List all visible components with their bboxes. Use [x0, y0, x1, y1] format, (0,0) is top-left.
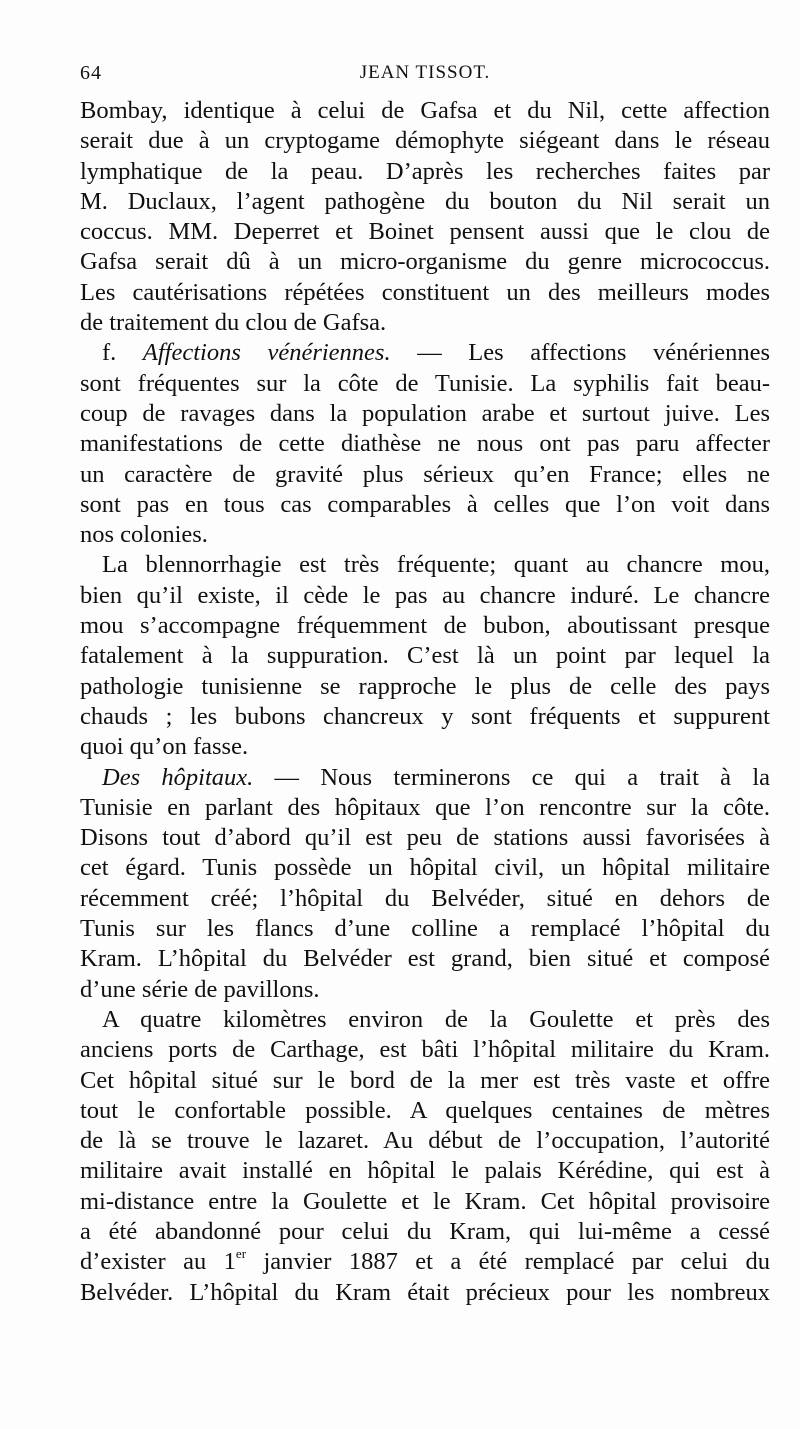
text-line	[80, 460, 770, 490]
section-heading: Des hôpitaux.	[102, 763, 254, 791]
text-line	[80, 520, 770, 550]
text-line	[80, 853, 770, 883]
text-line	[80, 247, 770, 277]
text-line	[80, 1278, 770, 1308]
text-line	[80, 278, 770, 308]
text-line	[80, 641, 770, 671]
text-line	[80, 187, 770, 217]
line-text: bien qu’il existe, il cède le pas au chancre induré. Le chancre	[80, 581, 770, 609]
text-line	[80, 126, 770, 156]
text-line	[80, 914, 770, 944]
line-text: chauds ; les bubons chancreux y sont fréquents et suppurent	[80, 702, 770, 730]
text-line	[80, 490, 770, 520]
line-text: coup de ravages dans la population arabe et surtout juive. Les	[80, 399, 770, 427]
line-text: mi-distance entre la Goulette et le Kram. Cet hôpital provisoire	[80, 1187, 770, 1215]
text-line	[80, 793, 770, 823]
line-text: d’une série de pavillons.	[80, 975, 320, 1003]
text-line	[80, 429, 770, 459]
text-line	[80, 944, 770, 974]
text-line	[80, 1156, 770, 1186]
line-text: fatalement à la suppuration. C’est là un point par lequel la	[80, 642, 770, 670]
page-header	[80, 62, 770, 90]
line-text: coccus. MM. Deperret et Boinet pensent aussi que le clou de	[80, 218, 770, 246]
text-line	[80, 1217, 770, 1247]
running-head: JEAN TISSOT.	[359, 62, 491, 83]
line-text: — Nous terminerons ce qui a trait à la	[253, 763, 770, 791]
body-text	[80, 96, 770, 1308]
text-line	[80, 217, 770, 247]
line-text: militaire avait installé en hôpital le palais Kérédine, qui est à	[80, 1157, 770, 1185]
text-line	[80, 399, 770, 429]
superscript: er	[235, 1246, 247, 1262]
line-text: Tunisie en parlant des hôpitaux que l’on rencontre sur la côte.	[80, 793, 770, 821]
text-line	[80, 1035, 770, 1065]
text-line	[80, 581, 770, 611]
line-text: Gafsa serait dû à un micro-organisme du genre micrococcus.	[80, 248, 770, 276]
text-line	[80, 550, 770, 580]
text-line	[80, 1066, 770, 1096]
line-text: a été abandonné pour celui du Kram, qui lui-même a cessé	[80, 1217, 770, 1245]
line-prefix: d’exister au 1	[80, 1248, 236, 1276]
text-line	[80, 672, 770, 702]
line-text: — Les affections vénériennes	[390, 339, 770, 367]
line-text: serait due à un cryptogame démophyte siégeant dans le réseau	[80, 127, 770, 155]
section-heading: Affections vénériennes.	[142, 339, 391, 367]
text-line	[80, 338, 770, 368]
text-line	[80, 1005, 770, 1035]
text-line	[80, 369, 770, 399]
line-text: nos colonies.	[80, 521, 208, 549]
text-line	[80, 157, 770, 187]
line-text: un caractère de gravité plus sérieux qu’en France; elles ne	[80, 460, 770, 488]
text-line	[80, 1187, 770, 1217]
line-text: Tunis sur les flancs d’une colline a remplacé l’hôpital du	[80, 915, 770, 943]
line-text: A quatre kilomètres environ de la Goulette et près des	[102, 1005, 770, 1033]
line-text: sont pas en tous cas comparables à celles que l’on voit dans	[80, 490, 770, 518]
line-text: anciens ports de Carthage, est bâti l’hôpital militaire du Kram.	[80, 1036, 770, 1064]
line-text: cet égard. Tunis possède un hôpital civil, un hôpital militaire	[80, 854, 770, 882]
text-line	[80, 1247, 770, 1277]
line-text: sont fréquentes sur la côte de Tunisie. La syphilis fait beau-	[80, 369, 770, 397]
line-text: Les cautérisations répétées constituent un des meilleurs modes	[80, 278, 770, 306]
line-text: Bombay, identique à celui de Gafsa et du Nil, cette affection	[80, 97, 770, 124]
line-prefix: f.	[102, 339, 143, 367]
text-line	[80, 1126, 770, 1156]
text-line	[80, 763, 770, 793]
text-line	[80, 823, 770, 853]
line-text: quoi qu’on fasse.	[80, 733, 249, 761]
line-text: janvier 1887 et a été remplacé par celui du	[246, 1248, 771, 1276]
text-line	[80, 1096, 770, 1126]
text-line	[80, 611, 770, 641]
text-line	[80, 308, 770, 338]
line-text: tout le confortable possible. A quelques centaines de mètres	[80, 1096, 770, 1124]
text-line	[80, 702, 770, 732]
line-text: Belvéder. L’hôpital du Kram était précieux pour les nombreux	[80, 1278, 770, 1306]
text-line	[80, 975, 770, 1005]
line-text: M. Duclaux, l’agent pathogène du bouton du Nil serait un	[80, 187, 770, 215]
line-text: de traitement du clou de Gafsa.	[80, 309, 387, 337]
text-line	[80, 732, 770, 762]
text-line	[80, 884, 770, 914]
line-text: manifestations de cette diathèse ne nous ont pas paru affecter	[80, 430, 770, 458]
line-text: pathologie tunisienne se rapproche le plus de celle des pays	[80, 672, 770, 700]
line-text: Kram. L’hôpital du Belvéder est grand, bien situé et composé	[80, 945, 770, 973]
line-text: lymphatique de la peau. D’après les recherches faites par	[80, 157, 770, 185]
line-text: récemment créé; l’hôpital du Belvéder, situé en dehors de	[80, 884, 770, 912]
page-number: 64	[80, 62, 102, 84]
text-line	[80, 96, 770, 126]
line-text: de là se trouve le lazaret. Au début de l’occupation, l’autorité	[80, 1127, 770, 1155]
line-text: La blennorrhagie est très fréquente; quant au chancre mou,	[102, 551, 770, 579]
line-text: mou s’accompagne fréquemment de bubon, aboutissant presque	[80, 612, 770, 640]
line-text: Disons tout d’abord qu’il est peu de stations aussi favorisées à	[80, 824, 770, 852]
line-text: Cet hôpital situé sur le bord de la mer est très vaste et offre	[80, 1066, 770, 1094]
